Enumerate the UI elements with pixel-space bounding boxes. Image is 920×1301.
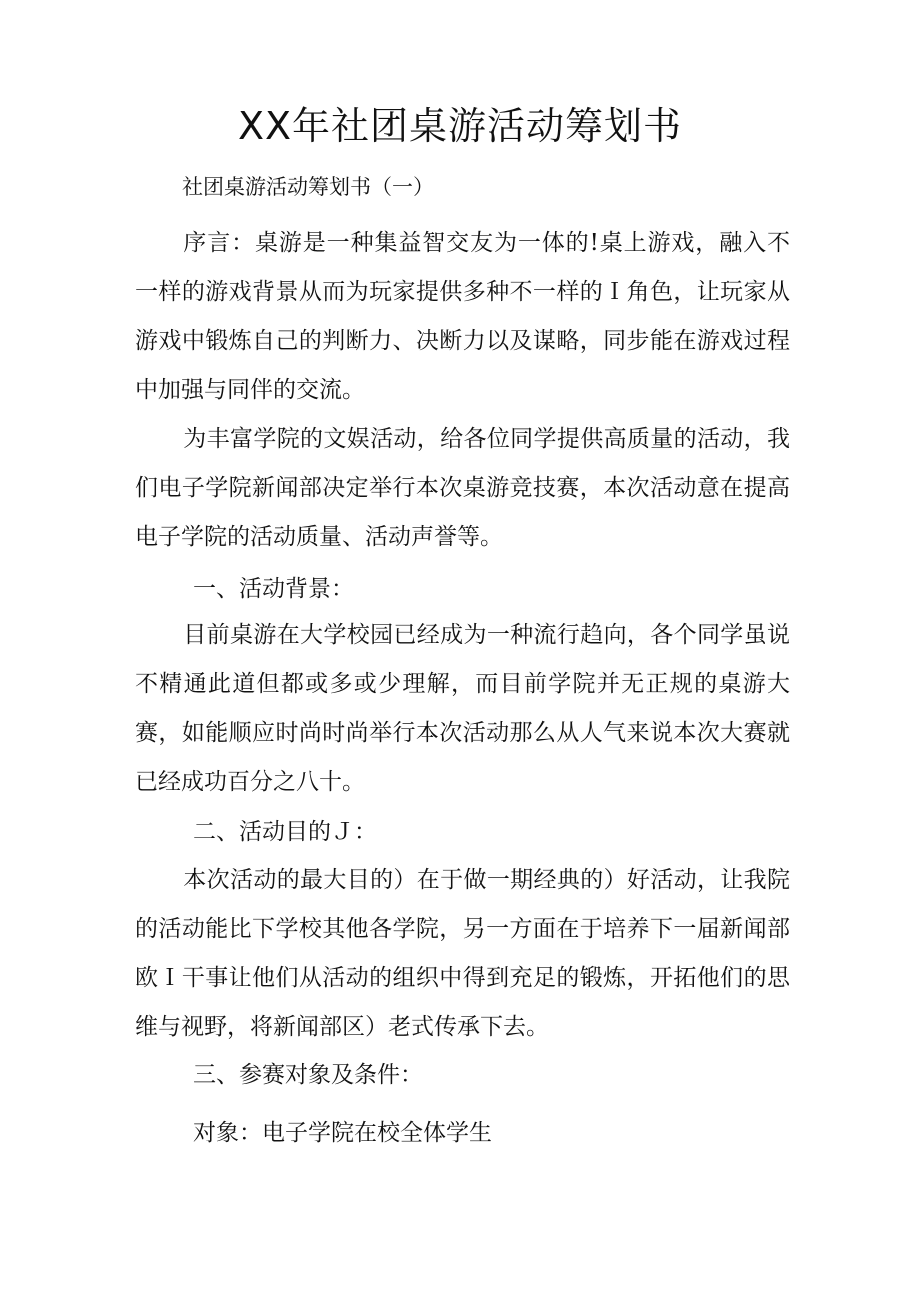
preface-paragraph: 序言：桌游是一种集益智交友为一体的!桌上游戏，融入不一样的游戏背景从而为玩家提供多种不一样的Ｉ角色，让玩家从游戏中锻炼自己的判断力、决断力以及谋略，同步能在游戏过程中加强与同伴的交流。 (135, 230, 790, 403)
goal-paragraph: 本次活动的最大目的）在于做一期经典的）好活动，让我院的活动能比下学校其他各学院，另一方面在于培养下一届新闻部欧Ｉ干事让他们从活动的组织中得到充足的锻炼，开拓他们的思维与视野，将新闻部区）老式传承下去。 (135, 867, 790, 1040)
document-subtitle: 社团桌游活动筹划书（一） (182, 175, 434, 199)
section-heading-background: 一、活动背景： (193, 576, 354, 602)
participants-line: 对象：电子学院在校全体学生 (193, 1120, 492, 1146)
section-heading-goal: 二、活动目的Ｊ： (193, 819, 377, 845)
purpose-paragraph: 为丰富学院的文娱活动，给各位同学提供高质量的活动，我们电子学院新闻部决定举行本次桌游竞技赛，本次活动意在提高电子学院的活动质量、活动声誉等。 (135, 426, 790, 550)
background-paragraph: 目前桌游在大学校园已经成为一种流行趋向，各个同学虽说不精通此道但都或多或少理解，而目前学院并无正规的桌游大赛，如能顺应时尚时尚举行本次活动那么从人气来说本次大赛就已经成功百分之八十。 (135, 622, 790, 795)
section-heading-participants: 三、参赛对象及条件： (193, 1062, 423, 1088)
document-title: XX年社团桌游活动筹划书 (237, 104, 683, 148)
